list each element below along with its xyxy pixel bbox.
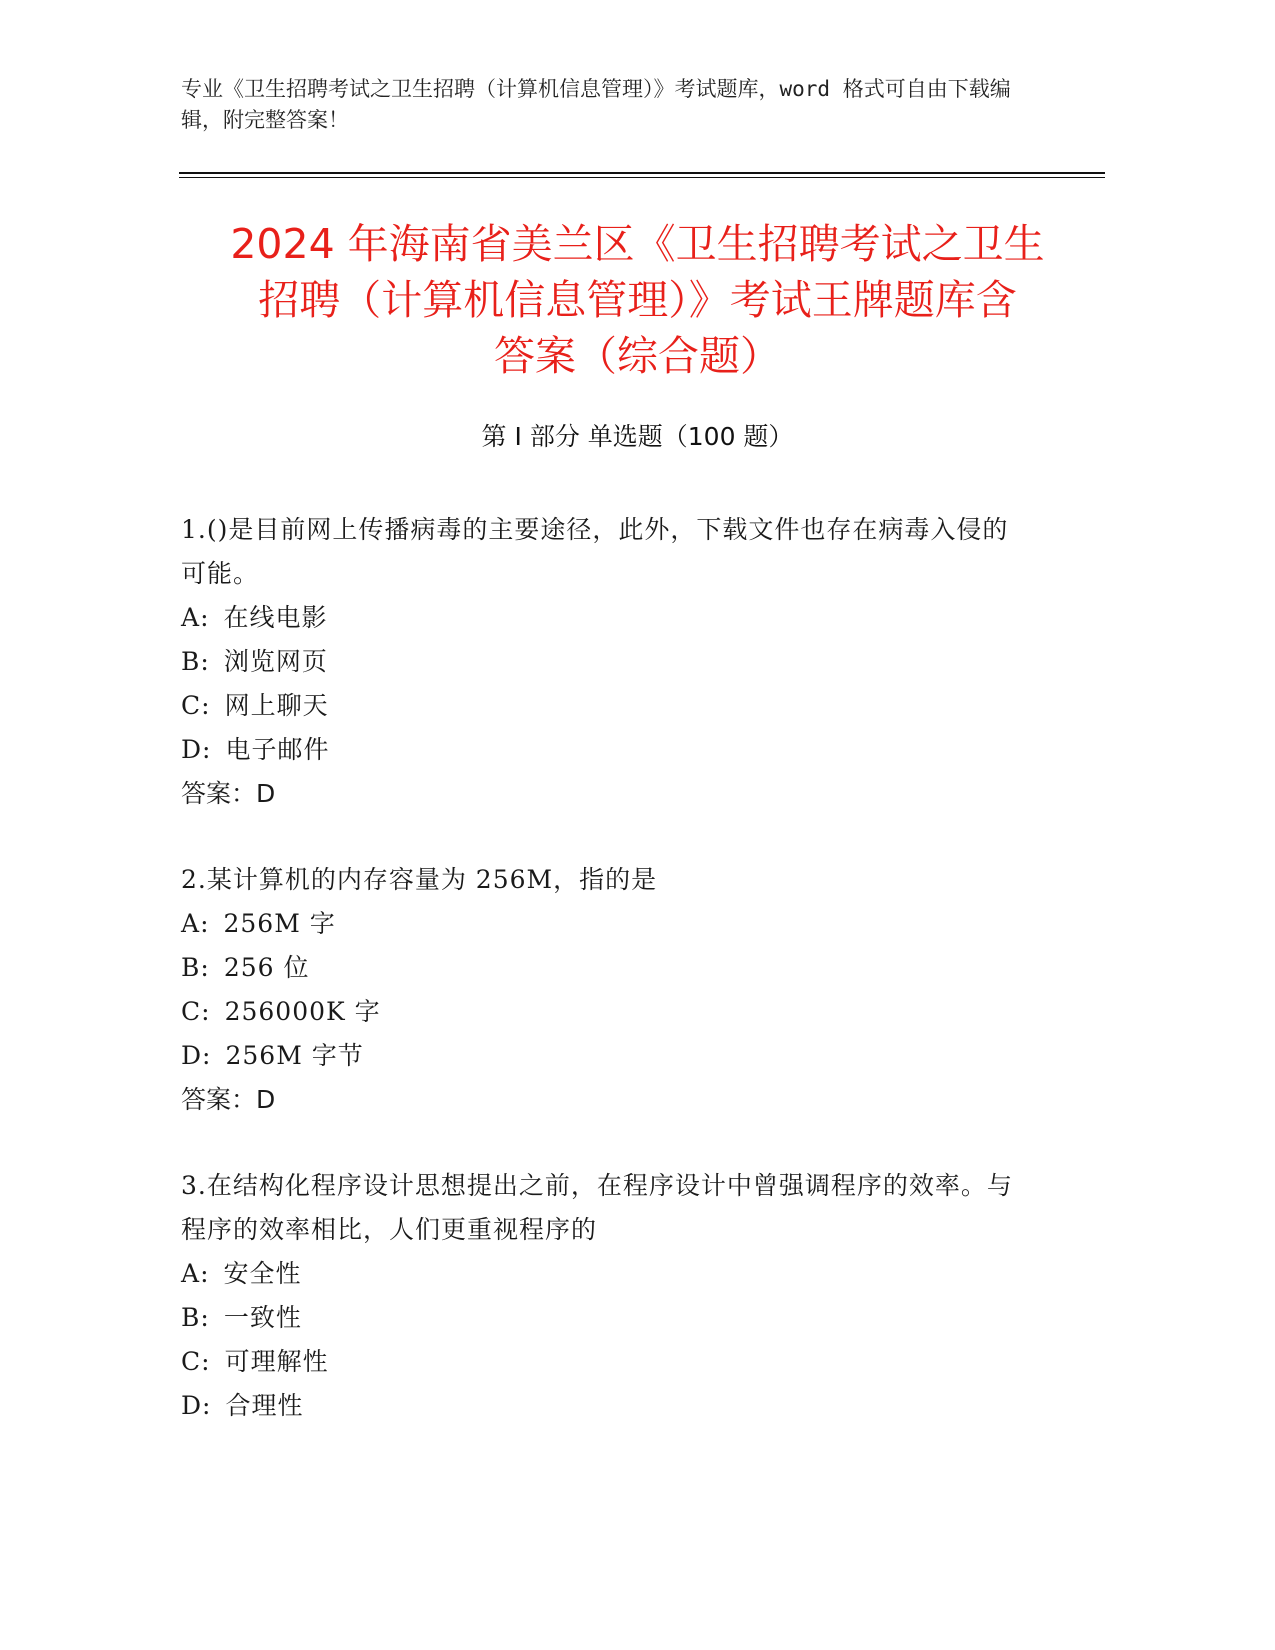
option-text: 256000K 字 xyxy=(224,997,381,1026)
option-key: A xyxy=(181,603,201,632)
option-b xyxy=(181,1296,1021,1340)
document-title xyxy=(160,216,1115,384)
option-text: 合理性 xyxy=(225,1391,304,1420)
header-rule-thick xyxy=(179,172,1105,174)
option-b xyxy=(181,946,1021,990)
answer-line: 答案：D xyxy=(181,1085,276,1114)
option-key: A xyxy=(181,909,201,938)
option-text: 256 位 xyxy=(223,953,310,982)
option-separator: : xyxy=(200,647,210,676)
option-separator: : xyxy=(200,603,210,632)
title-line-2: 招聘（计算机信息管理）》考试王牌题库含 xyxy=(258,276,1017,324)
option-text: 256M 字 xyxy=(223,909,336,938)
option-text: 一致性 xyxy=(223,1303,302,1332)
section-heading: 第 I 部分 单选题（100 题） xyxy=(481,422,794,451)
option-separator: : xyxy=(201,1347,211,1376)
question-2 xyxy=(181,858,1021,1122)
option-c xyxy=(181,990,1021,1034)
option-c xyxy=(181,684,1021,728)
option-d xyxy=(181,1034,1021,1078)
option-text: 电子邮件 xyxy=(225,735,330,764)
option-text: 256M 字节 xyxy=(225,1041,364,1070)
option-key: D xyxy=(181,1041,203,1070)
option-separator: : xyxy=(200,909,210,938)
option-b xyxy=(181,640,1021,684)
option-separator: : xyxy=(201,997,211,1026)
option-text: 浏览网页 xyxy=(223,647,328,676)
option-a xyxy=(181,902,1021,946)
option-separator: : xyxy=(200,1303,210,1332)
option-c xyxy=(181,1340,1021,1384)
option-key: B xyxy=(181,647,201,676)
option-a xyxy=(181,596,1021,640)
option-key: C xyxy=(181,997,202,1026)
option-a xyxy=(181,1252,1021,1296)
answer-line: 答案：D xyxy=(181,779,276,808)
header-rule-thin xyxy=(179,177,1105,178)
option-key: B xyxy=(181,953,201,982)
option-separator: : xyxy=(202,735,212,764)
option-text: 安全性 xyxy=(223,1259,302,1288)
option-d xyxy=(181,1384,1021,1428)
question-list xyxy=(181,508,1021,1470)
option-key: B xyxy=(181,1303,201,1332)
question-text: 1.()是目前网上传播病毒的主要途径，此外，下载文件也存在病毒入侵的可能。 xyxy=(181,515,1009,588)
option-key: D xyxy=(181,735,203,764)
question-3 xyxy=(181,1164,1021,1428)
option-key: A xyxy=(181,1259,201,1288)
option-separator: : xyxy=(202,1391,212,1420)
title-line-1: 2024 年海南省美兰区《卫生招聘考试之卫生 xyxy=(230,220,1045,268)
question-text: 3.在结构化程序设计思想提出之前，在程序设计中曾强调程序的效率。与程序的效率相比，人们更重视程序的 xyxy=(181,1171,1013,1244)
option-separator: : xyxy=(201,691,211,720)
option-d xyxy=(181,728,1021,772)
option-text: 在线电影 xyxy=(223,603,328,632)
option-key: C xyxy=(181,691,202,720)
option-key: D xyxy=(181,1391,203,1420)
question-text: 2.某计算机的内存容量为 256M，指的是 xyxy=(181,865,658,894)
option-text: 可理解性 xyxy=(224,1347,329,1376)
option-separator: : xyxy=(200,1259,210,1288)
option-separator: : xyxy=(200,953,210,982)
option-separator: : xyxy=(202,1041,212,1070)
option-key: C xyxy=(181,1347,202,1376)
option-text: 网上聊天 xyxy=(224,691,329,720)
question-1 xyxy=(181,508,1021,816)
header-note: 专业《卫生招聘考试之卫生招聘（计算机信息管理）》考试题库，word 格式可自由下载编辑，附完整答案！ xyxy=(181,77,1011,132)
title-line-3: 答案（综合题） xyxy=(494,332,781,380)
